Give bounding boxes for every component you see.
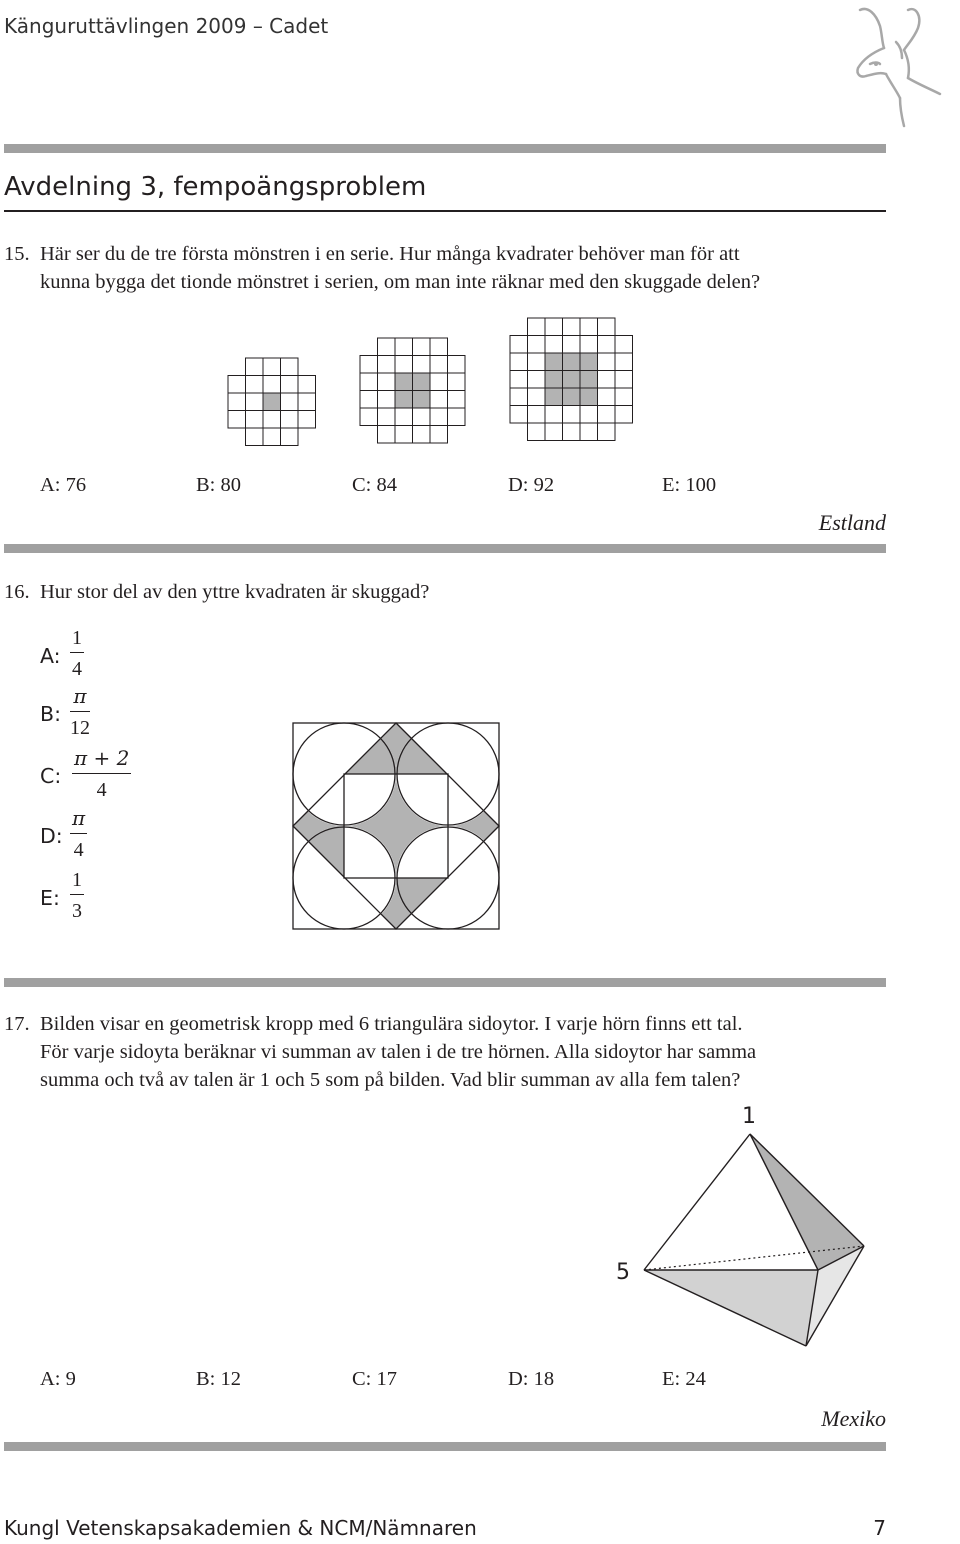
- question-16-text: Hur stor del av den yttre kvadraten är skuggad?: [40, 581, 430, 603]
- grid-cell: [528, 336, 546, 354]
- question-15-text-line1: Här ser du de tre första mönstren i en serie. Hur många kvadrater behöver man för att: [40, 243, 740, 265]
- kangaroo-logo-icon: [846, 2, 950, 130]
- grid-cell: [545, 336, 563, 354]
- grid-cell: [580, 336, 598, 354]
- grid-cell: [246, 393, 264, 411]
- header-title: Känguruttävlingen 2009 – Cadet: [4, 14, 329, 38]
- q15-answer-e: E: 100: [662, 474, 717, 496]
- grid-cell: [528, 423, 546, 441]
- grid-cell: [528, 371, 546, 389]
- grid-cell: [395, 426, 413, 444]
- grid-cell: [228, 411, 246, 429]
- grid-cell: [448, 373, 466, 391]
- grid-cell: [598, 371, 616, 389]
- q16-option-e-fraction: $\frac{1}{3}$: [72, 869, 82, 922]
- grid-cell: [298, 411, 316, 429]
- question-15-number: 15.: [4, 243, 30, 265]
- grid-cell: [281, 393, 299, 411]
- grid-cell: [413, 338, 431, 356]
- grid-cell: [545, 423, 563, 441]
- shaded-cell: [580, 388, 598, 406]
- grid-cell: [298, 376, 316, 394]
- grid-cell: [360, 373, 378, 391]
- grid-cell: [510, 388, 528, 406]
- grid-cell: [430, 338, 448, 356]
- grid-cell: [580, 318, 598, 336]
- grid-cell: [598, 406, 616, 424]
- grid-cell: [246, 411, 264, 429]
- grid-cell: [413, 408, 431, 426]
- grid-cell: [615, 353, 633, 371]
- grid-cell: [413, 426, 431, 444]
- grid-cell: [395, 408, 413, 426]
- q17-country: Mexiko: [821, 1406, 886, 1431]
- q16-option-b-label: B:: [40, 702, 61, 726]
- footer-rule: [4, 1442, 886, 1451]
- grid-cell: [598, 336, 616, 354]
- grid-cell: [263, 411, 281, 429]
- question-17-text-line3: summa och två av talen är 1 och 5 som på bilden. Vad blir summan av alla fem talen?: [40, 1069, 741, 1091]
- grid-cell: [510, 336, 528, 354]
- grid-cell: [563, 406, 581, 424]
- shaded-cell: [413, 391, 431, 409]
- grid-cell: [360, 408, 378, 426]
- pattern-1: [228, 358, 316, 446]
- grid-cell: [378, 338, 396, 356]
- shaded-cell: [563, 353, 581, 371]
- q16-option-b-fraction: $\frac{\pi}{12}$: [70, 684, 90, 739]
- grid-cell: [263, 376, 281, 394]
- q16-option-d-label: D:: [40, 824, 63, 848]
- question-17-bipyramid-figure: [640, 1130, 870, 1350]
- grid-cell: [598, 353, 616, 371]
- q17-answer-b: B: 12: [196, 1368, 241, 1390]
- grid-cell: [528, 388, 546, 406]
- header-rule: [4, 144, 886, 153]
- grid-cell: [598, 318, 616, 336]
- q16-option-d-fraction: $\frac{\pi}{4}$: [72, 806, 86, 861]
- q17-answer-d: D: 18: [508, 1368, 555, 1390]
- shaded-cell: [545, 388, 563, 406]
- shaded-cell: [263, 393, 281, 411]
- grid-cell: [545, 318, 563, 336]
- question-17-number: 17.: [4, 1013, 30, 1035]
- grid-cell: [430, 426, 448, 444]
- grid-cell: [545, 406, 563, 424]
- grid-cell: [281, 376, 299, 394]
- q15-answer-a: A: 76: [40, 474, 87, 496]
- divider-q16: [4, 544, 886, 553]
- q17-answer-e: E: 24: [662, 1368, 706, 1390]
- footer-publisher: Kungl Vetenskapsakademien & NCM/Nämnaren: [4, 1516, 477, 1540]
- grid-cell: [378, 391, 396, 409]
- grid-cell: [395, 356, 413, 374]
- shaded-cell: [395, 373, 413, 391]
- shaded-cell: [580, 371, 598, 389]
- grid-cell: [228, 376, 246, 394]
- grid-cell: [281, 428, 299, 446]
- grid-cell: [281, 411, 299, 429]
- question-16-square-figure: [292, 722, 500, 930]
- grid-cell: [510, 406, 528, 424]
- grid-cell: [563, 423, 581, 441]
- grid-cell: [528, 318, 546, 336]
- grid-cell: [360, 391, 378, 409]
- divider-q17: [4, 978, 886, 987]
- vertex-label-left: 5: [616, 1260, 630, 1285]
- pattern-3: [510, 318, 633, 441]
- shaded-cell: [563, 371, 581, 389]
- grid-cell: [298, 393, 316, 411]
- grid-cell: [528, 353, 546, 371]
- pattern-2: [360, 338, 465, 443]
- q16-option-a-fraction: $\frac{1}{4}$: [72, 627, 82, 680]
- q16-option-e-label: E:: [40, 886, 60, 910]
- grid-cell: [580, 406, 598, 424]
- shaded-cell: [413, 373, 431, 391]
- grid-cell: [430, 408, 448, 426]
- question-15-patterns-figure: [220, 314, 640, 446]
- grid-cell: [615, 406, 633, 424]
- question-17-text-line2: För varje sidoyta beräknar vi summan av talen i de tre hörnen. Alla sidoytor har samma: [40, 1041, 757, 1063]
- grid-cell: [563, 318, 581, 336]
- grid-cell: [430, 356, 448, 374]
- grid-cell: [448, 391, 466, 409]
- grid-cell: [448, 356, 466, 374]
- grid-cell: [580, 423, 598, 441]
- grid-cell: [413, 356, 431, 374]
- grid-cell: [228, 393, 246, 411]
- q16-option-c-label: C:: [40, 764, 62, 788]
- grid-cell: [430, 373, 448, 391]
- grid-cell: [528, 406, 546, 424]
- q17-answer-c: C: 17: [352, 1368, 397, 1390]
- shaded-cell: [545, 371, 563, 389]
- grid-cell: [395, 338, 413, 356]
- grid-cell: [615, 336, 633, 354]
- grid-cell: [378, 426, 396, 444]
- grid-cell: [598, 388, 616, 406]
- grid-cell: [360, 356, 378, 374]
- grid-cell: [563, 336, 581, 354]
- q15-answer-d: D: 92: [508, 474, 555, 496]
- q15-answer-b: B: 80: [196, 474, 241, 496]
- grid-cell: [263, 428, 281, 446]
- grid-cell: [615, 388, 633, 406]
- grid-cell: [263, 358, 281, 376]
- grid-cell: [281, 358, 299, 376]
- q16-option-a-label: A:: [40, 644, 61, 668]
- q17-answer-a: A: 9: [40, 1368, 76, 1390]
- grid-cell: [378, 373, 396, 391]
- grid-cell: [448, 408, 466, 426]
- grid-cell: [246, 358, 264, 376]
- question-15-text-line2: kunna bygga det tionde mönstret i serien, om man inte räknar med den skuggade delen?: [40, 271, 761, 293]
- q15-country: Estland: [818, 510, 886, 535]
- grid-cell: [430, 391, 448, 409]
- grid-cell: [615, 371, 633, 389]
- grid-cell: [378, 356, 396, 374]
- grid-cell: [598, 423, 616, 441]
- page-number: 7: [873, 1516, 886, 1540]
- grid-cell: [510, 353, 528, 371]
- shaded-cell: [580, 353, 598, 371]
- shaded-cell: [545, 353, 563, 371]
- question-16-number: 16.: [4, 581, 30, 603]
- question-17-text-line1: Bilden visar en geometrisk kropp med 6 triangulära sidoytor. I varje hörn finns ett tal.: [40, 1013, 743, 1035]
- q16-option-c-fraction: $\frac{\pi + 2}{4}$: [74, 746, 130, 801]
- shaded-cell: [395, 391, 413, 409]
- vertex-label-top: 1: [742, 1104, 756, 1129]
- grid-cell: [246, 376, 264, 394]
- grid-cell: [246, 428, 264, 446]
- section-title: Avdelning 3, fempoängsproblem: [4, 172, 427, 202]
- section-rule: [4, 210, 886, 212]
- shaded-cell: [563, 388, 581, 406]
- grid-cell: [378, 408, 396, 426]
- q15-answer-c: C: 84: [352, 474, 397, 496]
- grid-cell: [510, 371, 528, 389]
